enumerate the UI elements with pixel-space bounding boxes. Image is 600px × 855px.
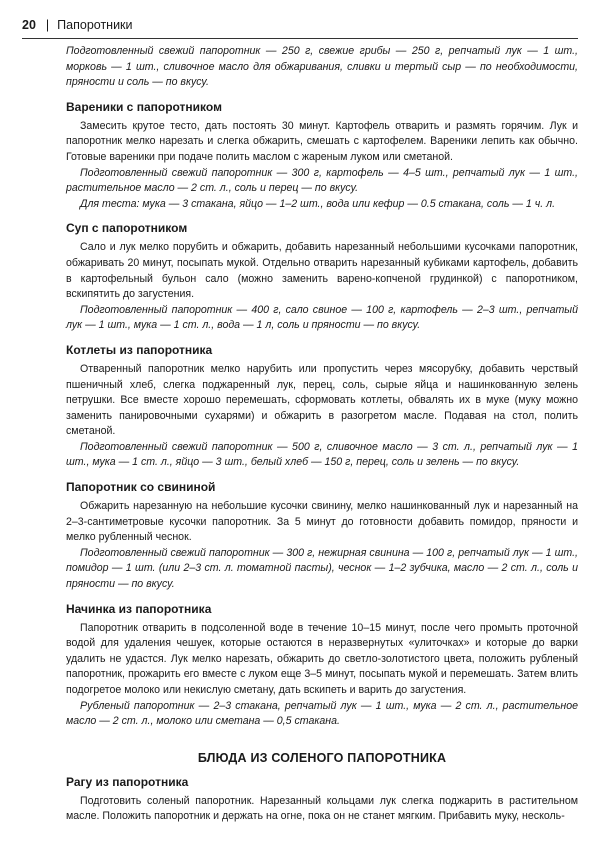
recipe-ingredients: Подготовленный свежий папоротник — 500 г, сливочное масло — 3 ст. л., репчатый лук — 1 шт., мука — 1 ст. л., яйцо — 3 шт., белый хлеб — 150 г, перец, соль и зелень — по вкусу. <box>66 440 578 469</box>
recipe-instructions: Обжарить нарезанную на небольшие кусочки свинину, мелко нашинкованный лук и нарезанный на 2–3-сантиметровые кусочки папоротник. За 5 минут до готовности добавить помидор, пряности и мелко рубленный чеснок. <box>66 500 578 544</box>
recipe-title: Рагу из папоротника <box>66 774 189 789</box>
recipe-title: Котлеты из папоротника <box>66 342 213 357</box>
recipe-ingredients: Подготовленный свежий папоротник — 300 г, нежирная свинина — 100 г, репчатый лук — 1 шт., помидор — 1 шт. (или 2–3 ст. л. томатной пасты), чеснок — 1–2 зубчика, масло — 2 ст. л., соль и пряности — по вкусу. <box>66 546 578 591</box>
intro-ingredients: Подготовленный свежий папоротник — 250 г, свежие грибы — 250 г, репчатый лук — 1 шт., морковь — 1 шт., сливочное масло для обжаривания, сливки и тертый сыр — по необходимости, пряности и соль — по вкусу. <box>66 45 578 89</box>
recipe-ingredients: Рубленый папоротник — 2–3 стакана, репчатый лук — 1 шт., мука — 2 ст. л., растительное масло — 2 ст. л., молоко или сметана — 0,5 стакана. <box>66 699 578 728</box>
running-title: Папоротники <box>57 18 133 32</box>
recipe-instructions: Отваренный папоротник мелко нарубить или пропустить через мясорубку, добавить черствый пшеничный хлеб, слегка поджаренный лук, перец, соль, сырые яйца и нашинкованную зелень петрушки. Все вместе хорошо перемешать, сформовать котлеты, обвалять их в муке (муку можно заменить панировочными сухарями) и обжарить в разогретом масле. Подавая на стол, полить сметаной. <box>66 362 578 438</box>
recipe-title: Суп с папоротником <box>66 221 188 236</box>
header-rule <box>22 38 578 39</box>
recipe-instructions: Сало и лук мелко порубить и обжарить, добавить нарезанный небольшими кусочками папоротник, обжаривать 20 минут, посыпать мукой. Отдельно отварить нарезанный кубиками картофель, добавить в картофельный бульон сало (можно заменить варено-копченой грудинкой) с папоротником, вскипятить до загустения. <box>66 241 578 301</box>
recipe <box>66 601 578 730</box>
recipe-title: Начинка из папоротника <box>66 601 212 616</box>
recipe <box>66 99 578 213</box>
recipe <box>66 220 578 334</box>
recipe-instructions: Папоротник отварить в подсоленной воде в течение 10–15 минут, после чего промыть проточной водой для удаления чешуек, которые остаются в неразвернутых «улиточках» и которые до варки удалить не удастся. Лук мелко нарезать, обжарить до светло-золотистого цвета, положить рубленый папоротник, прожарить его вместе с луком еще 3–5 минут, посыпать мукой и перемешать. Затем влить подогретое молоко или некислую сметану, дать вскипеть и варить до загустения. <box>66 621 578 696</box>
page-content <box>66 44 578 825</box>
recipe-ingredients: Подготовленный папоротник — 400 г, сало свиное — 100 г, картофель — 2–3 шт., репчатый лук — 1 шт., мука — 1 ст. л., вода — 1 л, соль и пряности — по вкусу. <box>66 303 578 332</box>
recipe <box>66 774 578 825</box>
recipe-ingredients: Для теста: мука — 3 стакана, яйцо — 1–2 шт., вода или кефир — 0.5 стакана, соль — 1 ч. л. <box>80 197 556 210</box>
section-title: БЛЮДА ИЗ СОЛЕНОГО ПАПОРОТНИКА <box>197 750 447 765</box>
recipe-ingredients: Подготовленный свежий папоротник — 300 г, картофель — 4–5 шт., репчатый лук — 1 шт., растительное масло — 2 ст. л., соль и перец — по вкусу. <box>66 166 578 195</box>
recipe-title: Папоротник со свининой <box>66 480 216 495</box>
recipe <box>66 479 578 593</box>
recipe-title: Вареники с папоротником <box>66 99 222 114</box>
recipe-instructions: Замесить крутое тесто, дать постоять 30 минут. Картофель отварить и размять горячим. Лук и папоротник мелко нарезать и слегка обжарить, смешать с картофелем. Вареники лепить как обычно. Готовые вареники при подаче полить маслом с жареным луком или сметаной. <box>66 119 578 163</box>
recipe-instructions: Подготовить соленый папоротник. Нарезанный кольцами лук слегка поджарить в растительном масле. Положить папоротник и держать на огне, пока он не станет мягким. Прибавить муку, несколь- <box>66 794 578 823</box>
recipe <box>66 342 578 471</box>
page-number: 20 <box>22 18 36 32</box>
header-separator: | <box>45 18 50 32</box>
page-header <box>22 14 578 36</box>
